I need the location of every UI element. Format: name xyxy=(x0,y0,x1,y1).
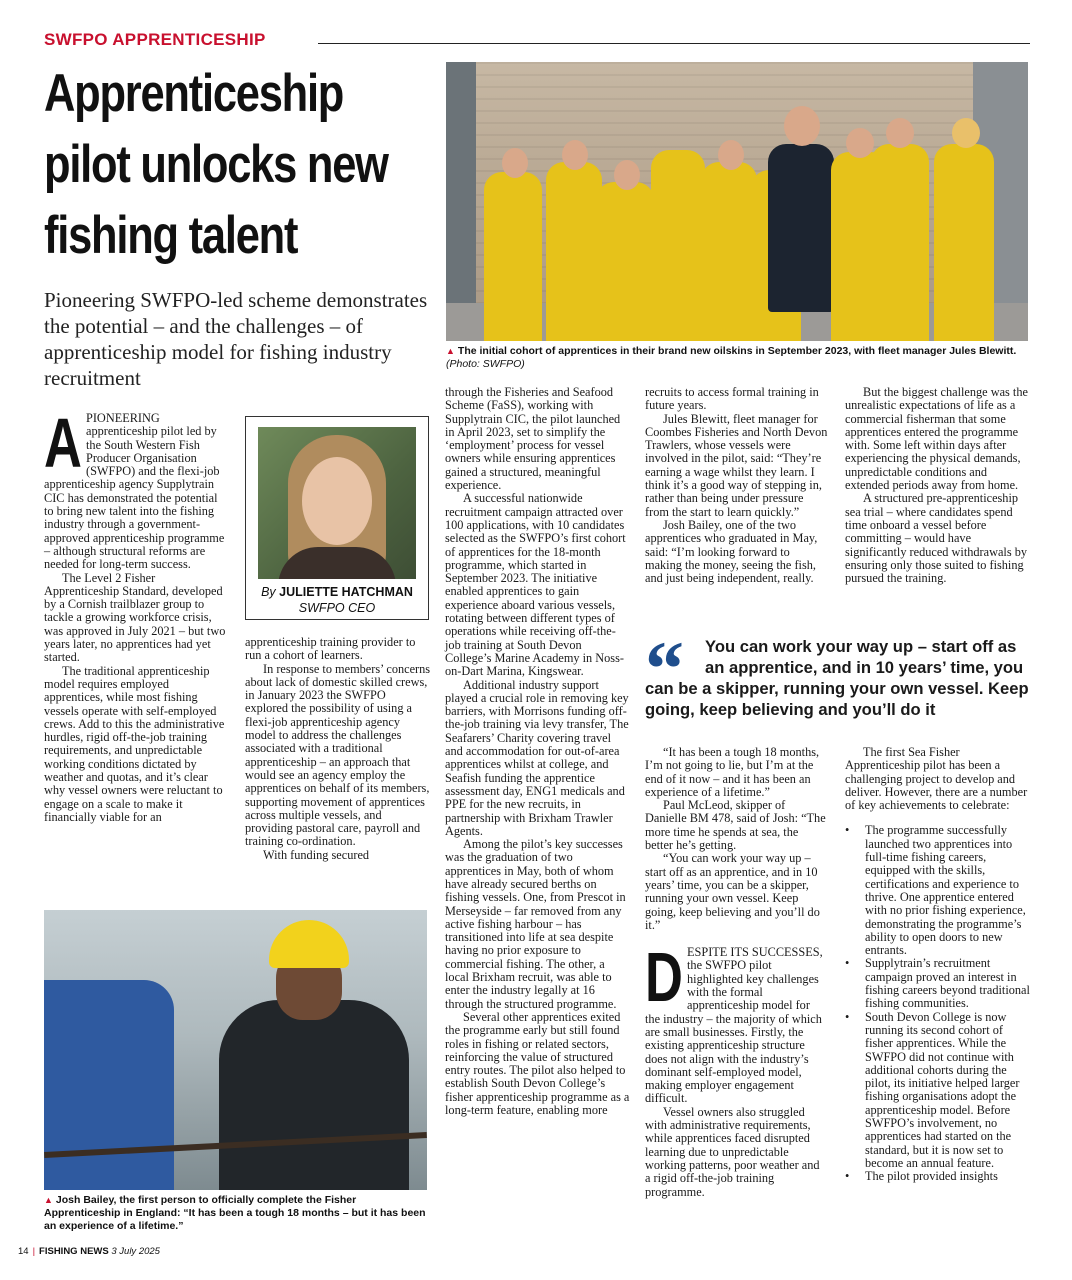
apprentice-head xyxy=(846,128,874,158)
column-4-top xyxy=(645,386,828,585)
drop-cap: A xyxy=(44,404,82,482)
cohort-photo xyxy=(446,62,1028,341)
headline-line-2: pilot unlocks new xyxy=(44,135,388,194)
section-kicker: SWFPO APPRENTICESHIP xyxy=(44,30,266,49)
list-item: • The pilot provided insights xyxy=(845,1170,1030,1183)
column-4-bottom xyxy=(645,746,828,1199)
photo-boat-hull xyxy=(44,980,174,1190)
kicker-rule xyxy=(318,43,1030,44)
folio-divider: | xyxy=(32,1246,36,1257)
column-3 xyxy=(445,386,630,1117)
portrait-face xyxy=(302,457,372,545)
photo-helmet xyxy=(269,920,349,968)
pull-quote-line-1: You can work your way up – start off as an apprentice, and in 10 years’ time, you xyxy=(705,637,1024,677)
byline-prefix: By xyxy=(261,585,276,599)
paragraph: The Level 2 Fisher Apprenticeship Standard, developed by a Cornish trailblazer group to tackle a growing workforce crisis, was approved in July 2021 – but two years later, no apprentices had yet started. xyxy=(44,570,226,665)
lead-caps: PIONEERING xyxy=(86,411,160,425)
caption-triangle-icon: ▲ xyxy=(446,346,455,356)
paragraph: Jules Blewitt, fleet manager for Coombes Fisheries and North Devon Trawlers, whose vessels were involved in the pilot, said: “They’re earning a wage whilst they learn. I think it’s a good way of stepping in, rather than being under pressure from the start to learn quickly.” xyxy=(645,411,828,519)
page-folio xyxy=(18,1246,160,1257)
apprentice-head xyxy=(718,140,744,170)
caption-text: The initial cohort of apprentices in their brand new oilskins in September 2023, with fleet manager Jules Blewitt. xyxy=(457,345,1017,357)
column-5-top xyxy=(845,386,1030,585)
headline-line-3: fishing talent xyxy=(44,206,298,265)
josh-bailey-caption xyxy=(44,1194,429,1233)
lead-caps: ESPITE ITS SUCCESSES, xyxy=(687,945,823,960)
standfirst: Pioneering SWFPO-led scheme demonstrates the potential – and the challenges – of apprenticeship model for fishing industry recruitment xyxy=(44,288,428,390)
apprentice-head xyxy=(502,148,528,178)
paragraph: Among the pilot’s key successes was the graduation of two apprentices in May, both of whom have already secured berths on fishing vessels. One, from Prescot in Merseyside – far removed from any active fishing harbour – has transitioned into life at sea despite having no prior exposure to commercial fishing. The other, a local Brixham recruit, was able to enter the industry legally at 16 through the structured programme. xyxy=(445,837,626,1011)
quote-mark-icon: “ xyxy=(645,625,684,712)
paragraph: recruits to access formal training in future years. xyxy=(645,385,819,413)
josh-bailey-photo xyxy=(44,910,427,1190)
paragraph: A structured pre-apprenticeship sea trial – where candidates spend time onboard a vessel before committing – would have significantly reduced withdrawals by ensuring only those suited to fishing pursued the training. xyxy=(845,491,1028,586)
column-2 xyxy=(245,636,431,862)
paragraph: “It has been a tough 18 months, I’m not going to lie, but I’m at the end of it now – and it has been an experience of a lifetime.” xyxy=(645,745,820,799)
column-1 xyxy=(44,404,229,824)
paragraph: “You can work your way up – start off as an apprentice, and in 10 years’ time, you can be a skipper, running your own vessel. Keep going, keep believing and you’ll do it.” xyxy=(645,851,820,932)
apprentice-head xyxy=(886,118,914,148)
cohort-photo-caption xyxy=(446,345,1046,371)
byline-name xyxy=(246,585,428,599)
pull-quote xyxy=(645,625,1030,720)
apprentice-figure xyxy=(596,182,654,341)
paragraph: apprenticeship training provider to run a cohort of learners. xyxy=(245,635,416,663)
byline-box xyxy=(245,416,429,620)
paragraph: Additional industry support played a crucial role in removing key barriers, with Morrisons funding off-the-job training via levy transfer, The Seafarers’ Charity covering travel and accommodation for out-of-area apprentices whilst at college, and Seafish funding the apprentice assessment day, ENG1 medicals and PPE for the new recruits, in partnership with Brixham Trawler Agents. xyxy=(445,677,629,838)
paragraph: Vessel owners also struggled with administrative requirements, while apprentices faced disrupted learning due to unpredictable working patterns, poor weather and a rigid off-the-job training programme. xyxy=(645,1104,820,1199)
fleet-manager-head xyxy=(784,106,820,146)
paragraph: through the Fisheries and Seafood Scheme (FaSS), working with Supplytrain CIC, the pilot launched in April 2023, set to simplify the ‘employment’ process for vessel owners while ensuring apprentices gained a structured, meaningful experience. xyxy=(445,385,621,493)
caption-text: Josh Bailey, the first person to officially complete the Fisher Apprenticeship in England: “It has been a tough 18 months – but it has been an experience of a lifetime.” xyxy=(44,1194,426,1232)
apprentice-figure xyxy=(701,162,757,341)
paragraph: apprenticeship pilot led by the South Western Fish Producer Organisation (SWFPO) and the flexi-job apprenticeship agency Supplytrain CIC has demonstrated the potential to bring new talent into the fishing industry through a government-approved apprenticeship programme – although structural reforms are needed for long-term success. xyxy=(44,424,225,572)
headline xyxy=(44,58,446,271)
paragraph: The traditional apprenticeship model requires employed apprentices, while most fishing vessels operate with self-employed crews. Add to this the administrative hurdles, rigid off-the-job training requirements, and unpredictable working conditions dictated by weather and quotas, and it’s clear why vessel owners were reluctant to engage on a scale to make it financially viable for an xyxy=(44,663,225,824)
paragraph: Paul McLeod, skipper of Danielle BM 478, said of Josh: “The more time he spends at sea, the better he’s getting. xyxy=(645,798,826,853)
publication-name: FISHING NEWS xyxy=(39,1246,109,1257)
paragraph: In response to members’ concerns about lack of domestic skilled crews, in January 2023 the SWFPO explored the possibility of using a flexi-job apprenticeship agency model to address the challenges associated with a traditional apprenticeship – an approach that would see an agency employ the apprentices on behalf of its members, supporting movement of apprentices across multiple vessels, and providing pastoral care, payroll and training co-ordination. xyxy=(245,661,431,849)
paragraph: Josh Bailey, one of the two apprentices who graduated in May, said: “I’m looking forward to making the money, seeing the fish, and just being independent, really. xyxy=(645,517,818,586)
paragraph: With funding secured xyxy=(263,847,370,862)
fleet-manager-figure xyxy=(768,144,834,312)
apprentice-head xyxy=(952,118,980,148)
list-item: • The programme successfully launched two apprentices into full-time fishing careers, equipped with the skills, certifications and experience to thrive. One apprentice entered with no prior fishing experience, demonstrating the programme’s ability to open doors to new entrants. xyxy=(845,824,1030,957)
achievements-list xyxy=(845,824,1030,1183)
paragraph: the SWFPO pilot highlighted key challenges with the formal apprenticeship model for the industry – the majority of which are small businesses. Firstly, the existing apprenticeship structure does not align with the industry’s dominant self-employed model, making employer engagement difficult. xyxy=(645,958,822,1106)
paragraph: Several other apprentices exited the programme early but still found roles in fishing or related sectors, reinforcing the value of structured entry routes. The pilot also helped to establish South Devon College’s fisher apprenticeship programme as a long-term feature, enabling more xyxy=(445,1009,630,1118)
caption-triangle-icon: ▲ xyxy=(44,1195,53,1205)
apprentice-figure xyxy=(546,162,602,341)
page-number: 14 xyxy=(18,1246,29,1257)
paragraph: A successful nationwide recruitment campaign attracted over 100 applications, with 10 candidates selected as the SWFPO’s first cohort of apprentices for the 18-month programme, which started in September 2023. The initiative enabled apprentices to gain experience aboard various vessels, rotating between different types of operations while receiving off-the-job training at South Devon College’s Marine Academy in Noss-on-Dart Marina, Kingswear. xyxy=(445,491,626,679)
pull-quote-line-2: can be a skipper, running your own vessel. Keep going, keep believing and you’ll do it xyxy=(645,679,1029,719)
apprentice-figure xyxy=(934,144,994,341)
list-item: • Supplytrain’s recruitment campaign proved an interest in fishing careers beyond traditional fishing communities. xyxy=(845,957,1030,1010)
author-portrait xyxy=(258,427,416,579)
apprentice-head xyxy=(614,160,640,190)
lead-paragraph xyxy=(44,404,229,572)
photo-window xyxy=(446,62,476,341)
section-lead-paragraph xyxy=(645,938,828,1106)
author-name: JULIETTE HATCHMAN xyxy=(279,585,413,599)
photo-credit: (Photo: SWFPO) xyxy=(446,358,525,370)
issue-date: 3 July 2025 xyxy=(111,1246,160,1257)
apprentice-head xyxy=(562,140,588,170)
photo-person-body xyxy=(219,1000,409,1190)
headline-line-1: Apprenticeship xyxy=(44,64,344,123)
apprentice-figure xyxy=(651,150,705,341)
column-5-bottom xyxy=(845,746,1030,1184)
apprentice-figure xyxy=(484,172,542,341)
author-role: SWFPO CEO xyxy=(298,601,376,615)
paragraph: The first Sea Fisher Apprenticeship pilot has been a challenging project to develop and deliver. However, there are a number of key achievements to celebrate: xyxy=(845,745,1028,813)
drop-cap: D xyxy=(645,938,683,1017)
paragraph: But the biggest challenge was the unrealistic expectations of life as a commercial fisherman that some apprentices entered the programme with. Some left within days after experiencing the physical demands, unpredictable conditions and extended periods away from home. xyxy=(845,385,1028,493)
list-item: • South Devon College is now running its second cohort of fisher apprentices. While the SWFPO did not continue with additional cohorts during the pilot, its initiative helped larger fishing organisations adopt the apprenticeship model. Before SWFPO’s involvement, no apprentices had started on the standard, but it is now set to become an annual feature. xyxy=(845,1011,1030,1171)
apprentice-figure xyxy=(871,144,929,341)
